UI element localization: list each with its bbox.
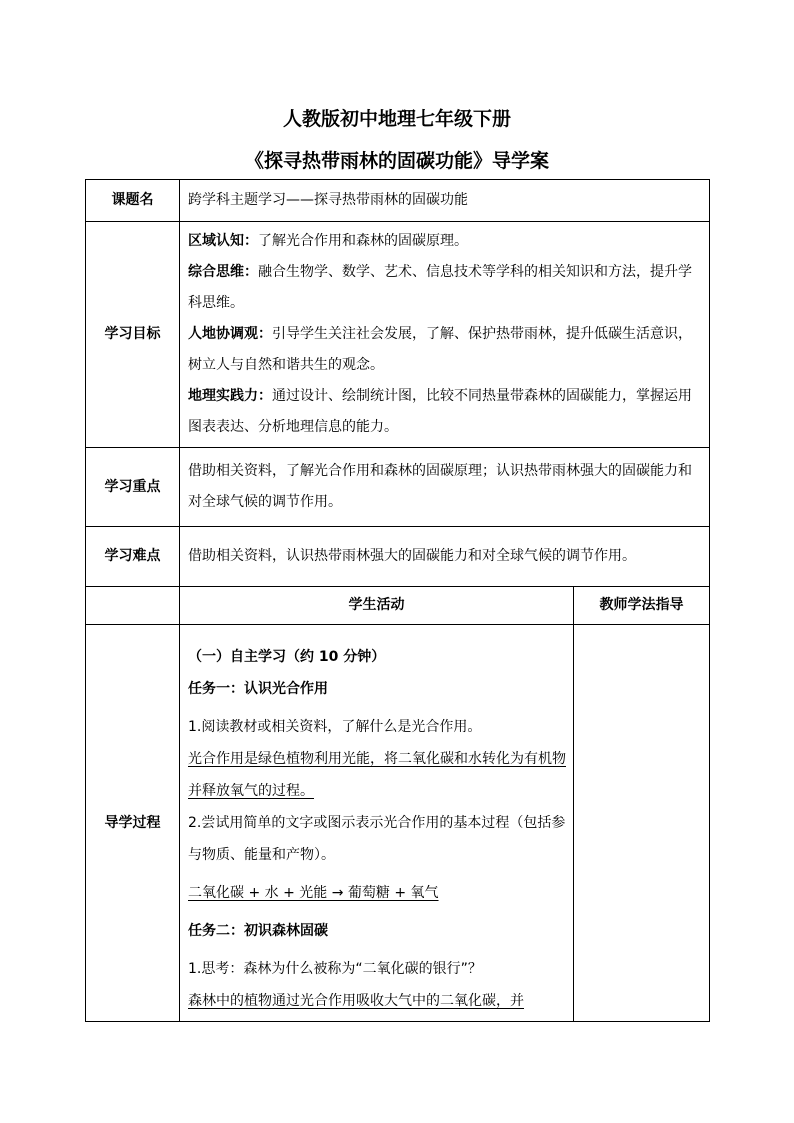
goals-row [86,222,710,448]
goal-text: 引导学生关注社会发展，了解、保护热带雨林，提升低碳生活意识，树立人与自然和谐共生的观念。 [188,326,692,373]
goal-text: 了解光合作用和森林的固碳原理。 [258,233,468,249]
task-title: 任务二：初识森林固碳 [188,923,328,939]
goal-item [188,319,703,381]
topic-label: 课题名 [86,180,180,222]
goal-heading: 综合思维： [188,264,258,280]
difficulty-row [86,527,710,587]
goal-text: 融合生物学、数学、艺术、信息技术等学科的相关知识和方法，提升学科思维。 [188,264,692,311]
goals-content [180,222,710,448]
answer-text: 森林中的植物通过光合作用吸收大气中的二氧化碳，并 [188,993,524,1009]
goal-heading: 人地协调观： [188,326,272,342]
answer-text: 光合作用是绿色植物利用光能，将二氧化碳和水转化为有机物并释放氧气的过程。 [188,751,566,799]
goal-text: 通过设计、绘制统计图，比较不同热量带森林的固碳能力，掌握运用图表表达、分析地理信息的能力。 [188,388,692,435]
goals-label: 学习目标 [86,222,180,448]
question-text: 1.阅读教材或相关资料，了解什么是光合作用。 [188,719,482,735]
goal-heading: 地理实践力： [188,388,272,404]
document-subtitle: 《探寻热带雨林的固碳功能》导学案 [244,150,549,172]
student-activity-header: 学生活动 [180,587,574,625]
topic-value: 跨学科主题学习——探寻热带雨林的固碳功能 [180,180,710,222]
column-header-row [86,587,710,625]
process-row [86,625,710,1022]
question-text: 1.思考：森林为什么被称为“二氧化碳的银行”？ [188,961,482,977]
process-label: 导学过程 [86,625,180,1022]
goal-heading: 区域认知： [188,233,258,249]
lesson-plan-table [85,179,710,1022]
goal-item [188,381,703,443]
teacher-guidance-header: 教师学法指导 [574,587,710,625]
focus-text: 借助相关资料，了解光合作用和森林的固碳原理；认识热带雨林强大的固碳能力和对全球气候的调节作用。 [180,448,710,527]
difficulty-label: 学习难点 [86,527,180,587]
answer-text: 二氧化碳 + 水 + 光能 → 葡萄糖 + 氧气 [188,885,439,901]
section-title: （一）自主学习（约 10 分钟） [188,649,386,665]
header-empty-cell [86,587,180,625]
difficulty-text: 借助相关资料，认识热带雨林强大的固碳能力和对全球气候的调节作用。 [180,527,710,587]
focus-row [86,448,710,527]
focus-label: 学习重点 [86,448,180,527]
task-title: 任务一：认识光合作用 [188,681,328,697]
teacher-guidance-cell [574,625,710,1022]
goal-item [188,257,703,319]
document-title: 人教版初中地理七年级下册 [282,108,511,130]
topic-row [86,180,710,222]
question-text: 2.尝试用简单的文字或图示表示光合作用的基本过程（包括参与物质、能量和产物）。 [188,815,566,863]
student-activity-cell [180,625,574,1022]
goal-item [188,226,703,257]
